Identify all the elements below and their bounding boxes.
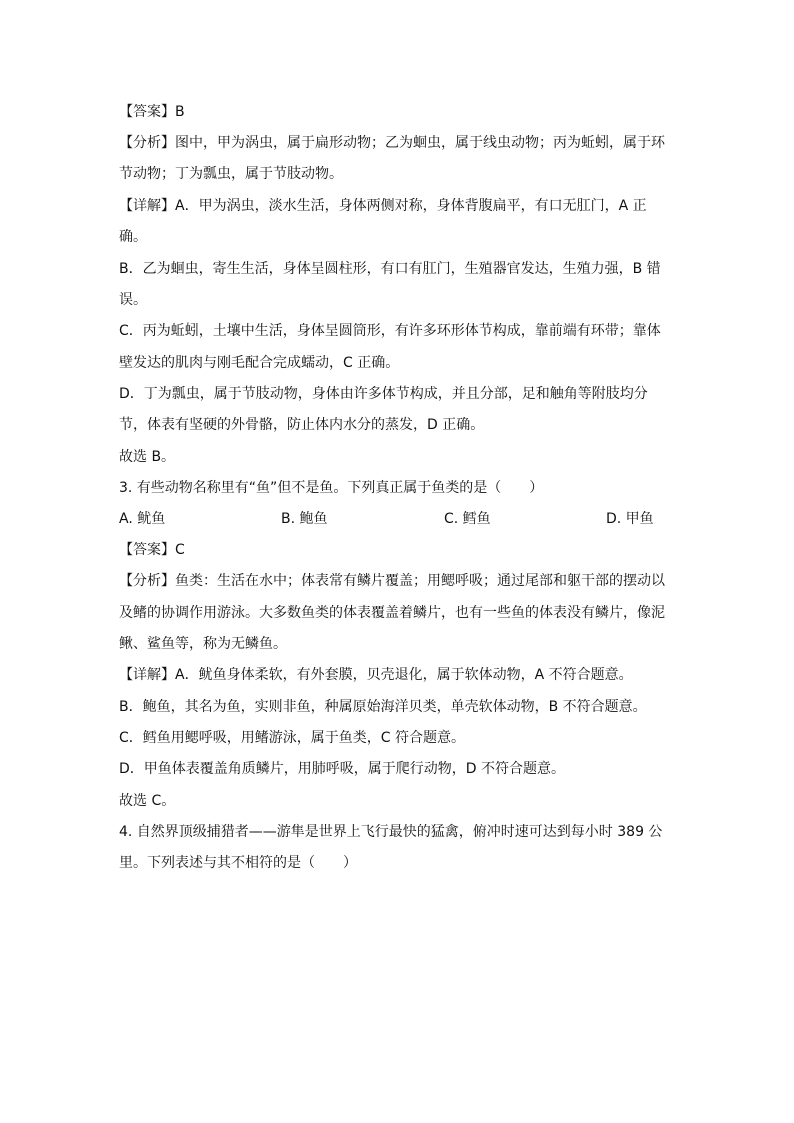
question-4-stem: 里。下列表述与其不相符的是（ ）	[119, 855, 357, 871]
conclusion-line: 故选 B。	[119, 449, 176, 465]
detail-line: 【详解】A．甲为涡虫，淡水生活，身体两侧对称，身体背腹扁平，有口无肛门，A 正	[119, 198, 647, 214]
analysis-line: 及鳍的协调作用游泳。大多数鱼类的体表覆盖着鳞片，也有一些鱼的体表没有鳞片，像泥	[119, 605, 665, 621]
detail-line: 确。	[119, 229, 147, 245]
detail-line: C．丙为蚯蚓，土壤中生活，身体呈圆筒形，有许多环形体节构成，靠前端有环带；靠体	[119, 323, 661, 339]
conclusion-line: 故选 C。	[119, 793, 176, 809]
option-c: C. 鳕鱼	[444, 511, 491, 527]
analysis-line: 鳅、鲨鱼等，称为无鳞鱼。	[119, 636, 287, 652]
detail-line: 误。	[119, 292, 147, 308]
answer-line: 【答案】B	[119, 104, 185, 120]
detail-line: D．甲鱼体表覆盖角质鳞片，用肺呼吸，属于爬行动物，D 不符合题意。	[119, 761, 566, 777]
option-a: A. 鱿鱼	[119, 511, 166, 527]
answer-line: 【答案】C	[119, 542, 185, 558]
analysis-line: 【分析】鱼类：生活在水中；体表常有鳞片覆盖；用鳃呼吸；通过尾部和躯干部的摆动以	[119, 573, 665, 589]
detail-line: 壁发达的肌肉与刚毛配合完成蠕动，C 正确。	[119, 355, 400, 371]
detail-line: 【详解】A．鱿鱼身体柔软，有外套膜，贝壳退化，属于软体动物，A 不符合题意。	[119, 667, 633, 683]
analysis-line: 节动物；丁为瓢虫，属于节肢动物。	[119, 166, 343, 182]
detail-line: C．鳕鱼用鳃呼吸，用鳍游泳，属于鱼类，C 符合题意。	[119, 730, 465, 746]
detail-line: D．丁为瓢虫，属于节肢动物，身体由许多体节构成，并且分部，足和触角等附肢均分	[119, 386, 648, 402]
detail-line: B．鲍鱼，其名为鱼，实则非鱼，种属原始海洋贝类，单壳软体动物，B 不符合题意。	[119, 699, 647, 715]
detail-line: 节，体表有坚硬的外骨骼，防止体内水分的蒸发，D 正确。	[119, 417, 485, 433]
detail-line: B．乙为蛔虫，寄生生活，身体呈圆柱形，有口有肛门，生殖器官发达，生殖力强，B 错	[119, 261, 661, 277]
option-d: D. 甲鱼	[606, 511, 654, 527]
analysis-line: 【分析】图中，甲为涡虫，属于扁形动物；乙为蛔虫，属于线虫动物；丙为蚯蚓，属于环	[119, 135, 665, 151]
question-4-stem: 4. 自然界顶级捕猎者——游隼是世界上飞行最快的猛禽，俯冲时速可达到每小时 389 公	[119, 824, 663, 840]
question-3-stem: 3. 有些动物名称里有“鱼”但不是鱼。下列真正属于鱼类的是（ ）	[119, 480, 544, 496]
option-b: B. 鲍鱼	[281, 511, 328, 527]
